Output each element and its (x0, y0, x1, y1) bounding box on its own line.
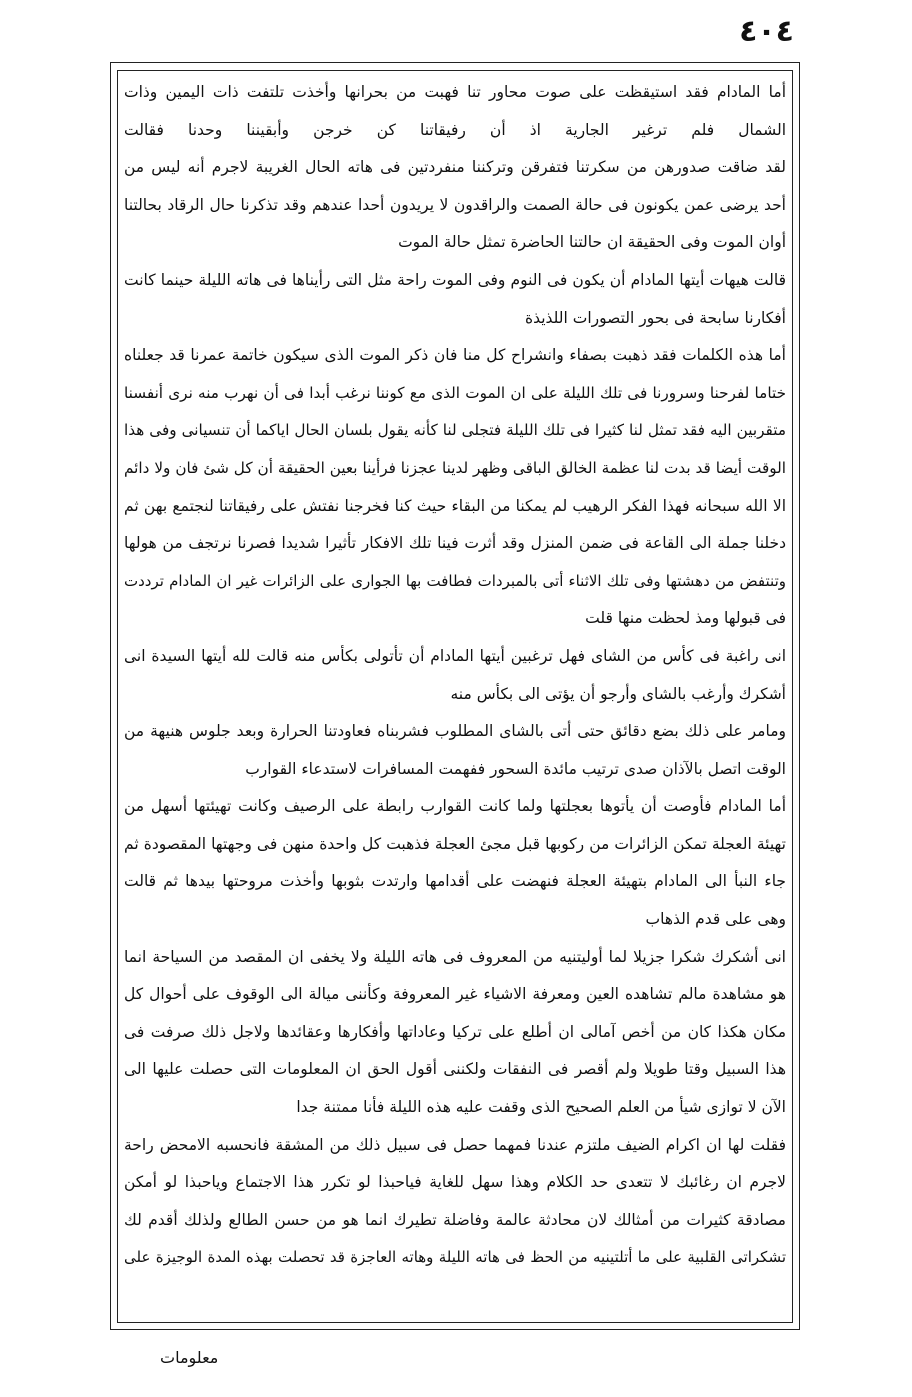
text-line: انى راغبة فى كأس من الشاى فهل ترغبين أيتها المادام أن تأتولى بكأس منه قالت لله أيتها السيدة انى (124, 646, 786, 665)
text-line: متقربين اليه فقد تمثل لنا كثيرا فى تلك الليلة فتجلى لنا كأنه يقول بلسان الحال اياكما أن تنسيانى وفى هذا (124, 421, 786, 440)
text-line: لاجرم ان رغائبك لا تتعدى حد الكلام وهذا سهل للغاية فياحبذا لو تكرر هذا الاجتماع وياحبذا لو أمكن (124, 1173, 786, 1192)
text-line: فى قبولها ومذ لحظت منها قلت (585, 609, 786, 628)
text-line: أوان الموت وفى الحقيقة ان حالتنا الحاضرة تمثل حالة الموت (398, 233, 786, 252)
text-line: أفكارنا سابحة فى بحور التصورات اللذيذة (524, 308, 786, 327)
text-line: تهيئة العجلة تمكن الزائرات من ركوبها قبل مجئ العجلة فذهبت كل واحدة منهن فى وجهتها المقصودة ثم (124, 834, 786, 853)
text-line: أما هذه الكلمات فقد ذهبت بصفاء وانشراح كل منا فان ذكر الموت الذى سيكون خاتمة عمرنا قد جعلناه (124, 346, 786, 365)
text-line: وهى على قدم الذهاب (645, 910, 786, 929)
text-line: أشكرك وأرغب بالشاى وأرجو أن يؤتى الى بكأس منه (450, 684, 786, 703)
catchword: معلومات (160, 1348, 219, 1367)
text-line: الوقت اتصل بالآذان صدى ترتيب مائدة السحور ففهمت المسافرات لاستدعاء القوارب (245, 759, 786, 778)
text-line: انى أشكرك شكرا جزيلا لما أوليتنيه من المعروف فى هاته الليلة ولا يخفى ان المقصد من السياحة انما (124, 947, 786, 966)
text-line: هو مشاهدة مالم تشاهده العين ومعرفة الاشياء غير المعروفة وكأننى ميالة الى الوقوف على أحوال كل (124, 985, 786, 1004)
text-line: لقد ضاقت صدورهن من سكرتنا فتفرقن وتركننا منفردتين فى هاته الحال الغريبة لاجرم أنه ليس من (124, 158, 786, 177)
text-line: الآن لا توازى شيأ من العلم الصحيح الذى وقفت عليه هذه الليلة فأنا ممتنة جدا (296, 1098, 786, 1117)
text-line: قالت هيهات أيتها المادام أن يكون فى النوم وفى الموت راحة مثل التى رأيناها فى هاته الليلة حينما كانت (124, 270, 786, 289)
text-line: أما المادام فأوصت أن يأتوها بعجلتها ولما كانت القوارب رابطة على الرصيف وكانت تهيئتها أسهل من (124, 797, 786, 816)
text-line: أما المادام فقد استيقظت على صوت محاور تنا فهبت من بحرانها وأخذت تلتفت ذات اليمين وذات (124, 83, 786, 101)
text-line: مكان هكذا كان من أخص آمالى ان أطلع على تركيا وعاداتها وأفكارها وعقائدها ولاجل ذلك صرفت فى (124, 1022, 786, 1041)
text-line: ختاما لفرحنا وسرورنا فى تلك الليلة على ان الموت الذى مع كوننا نرغب أبدا فى أن نهرب منه نرى أنفسنا (124, 383, 786, 402)
text-line: أحد يرضى عمن يكونون فى حالة الصمت والراقدون لا يريدون أحدا عندهم وقد تذكرنا حال الرقاد بحالتنا (124, 195, 786, 214)
text-line: جاء النبأ الى المادام بتهيئة العجلة فنهضت على أقدامها وارتدت بثوبها وأخذت مروحتها بيدها ثم قالت (124, 872, 786, 891)
text-line: الا الله سبحانه فهذا الفكر الرهيب لم يمكنا من البقاء حيث كنا فخرجنا نفتش على رفيقاتنا لنجتمع بهن ثم (124, 496, 786, 515)
text-line: وتنتفض من دهشتها وفى تلك الاثناء أتى بالمبردات فطافت بها الجوارى على الزائرات غير ان المادام ترددت (124, 571, 786, 590)
text-block (124, 74, 786, 1319)
text-line: هذا السبيل وقتا طويلا ولم أقصر فى النفقات ولكننى أقول الحق ان المعلومات التى حصلت عليها الى (124, 1060, 786, 1079)
text-line: الوقت أيضا قد بدت لنا عظمة الخالق الباقى وظهر لدينا عجزنا فرأينا بعين الحقيقة أن كل شئ فان ولا دائم (124, 458, 786, 477)
text-line: ومامر على ذلك بضع دقائق حتى أتى بالشاى المطلوب فشربناه فعاودتنا الحرارة وبعد جلوس هنيهة من (124, 722, 786, 741)
page-number: ٤٠٤ (739, 14, 794, 49)
text-line: مصادقة كثيرات من أمثالك لان محادثة عالمة وفاضلة تطيرك انما هو من حسن الطالع ولذلك أقدم لك (124, 1210, 786, 1229)
text-line: دخلنا جملة الى القاعة فى ضمن المنزل وقد أثرت فينا تلك الافكار تأثيرا شديدا فصرنا نرتجف من هولها (124, 534, 786, 553)
text-line: الشمال فلم ترغير الجارية اذ أن رفيقاتنا كن خرجن وأبقيننا وحدنا فقالت (124, 120, 786, 139)
text-line: فقلت لها ان اكرام الضيف ملتزم عندنا فمهما حصل فى سبيل ذلك من المشقة فانحسبه الامحض راحة (124, 1135, 786, 1154)
text-line: تشكراتى القلبية على ما أتلتينيه من الحظ فى هاته الليلة وهاته العاجزة قد تحصلت بهذه المدة الوجيزة على (124, 1248, 786, 1267)
